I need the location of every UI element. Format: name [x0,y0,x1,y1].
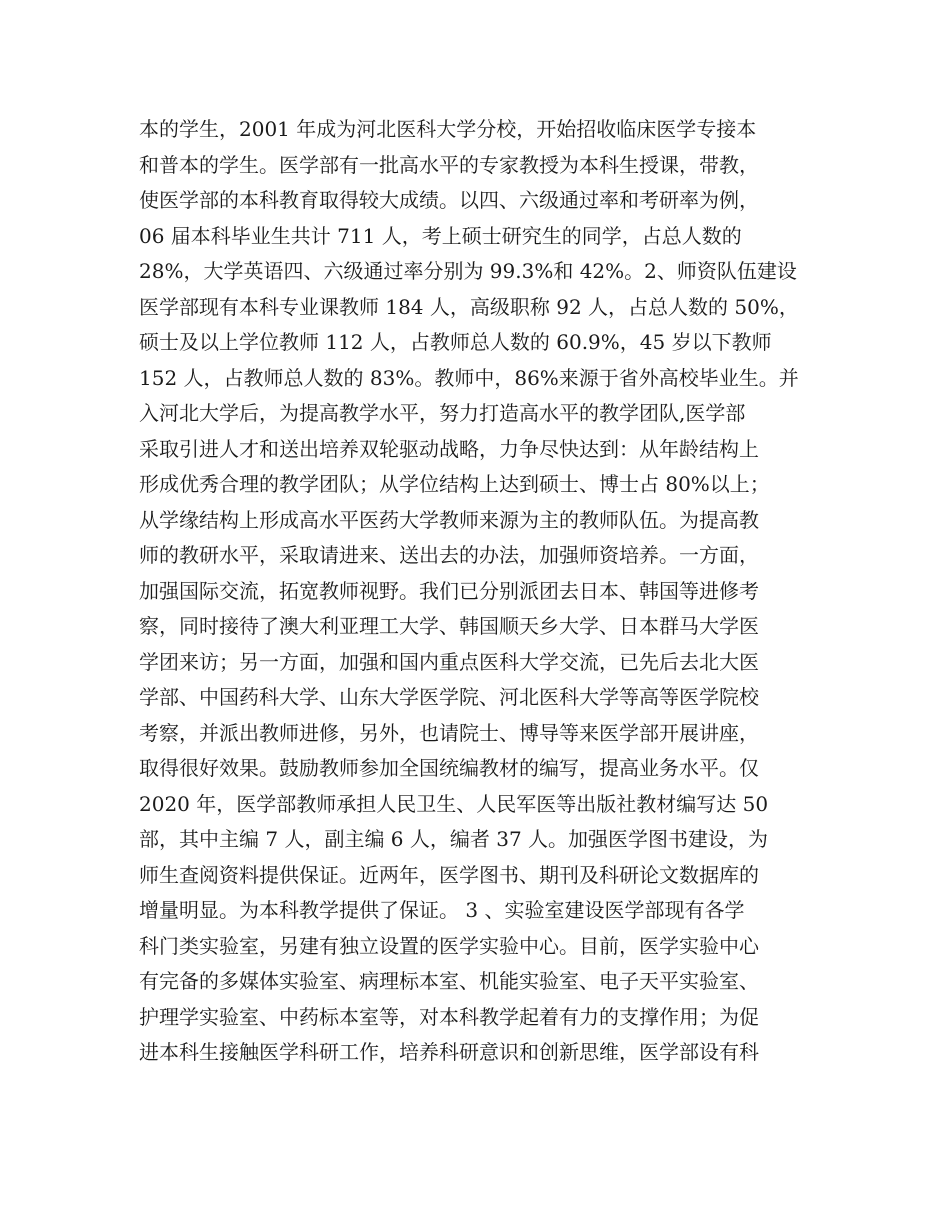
text-line: 和普本的学生。医学部有一批高水平的专家教授为本科生授课，带教， [139,152,759,177]
text-line: 进本科生接触医学科研工作，培养科研意识和创新思维，医学部设有科 [139,1040,759,1064]
text-line: 师生查阅资料提供保证。近两年，医学图书、期刊及科研论文数据库的 [139,862,759,887]
text-line: 本的学生，2001 年成为河北医科大学分校，开始招收临床医学专接本 [139,117,757,141]
text-line: 152 人，占教师总人数的 83%。教师中，86%来源于省外高校毕业生。并 [139,365,799,390]
text-line: 入河北大学后，为提高教学水平，努力打造高水平的教学团队,医学部 [139,401,746,425]
text-line: 师的教研水平，采取请进来、送出去的办法，加强师资培养。一方面， [139,543,759,567]
text-line: 考察，并派出教师进修，另外，也请院士、博导等来医学部开展讲座， [139,720,759,745]
text-line: 28%，大学英语四、六级通过率分别为 99.3%和 42%。2、师资队伍建设 [139,259,797,283]
text-line: 取得很好效果。鼓励教师参加全国统编教材的编写，提高业务水平。仅 [139,756,759,780]
text-line: 加强国际交流，拓宽教师视野。我们已分别派团去日本、韩国等进修考 [139,578,759,603]
text-line: 部，其中主编 7 人，副主编 6 人，编者 37 人。加强医学图书建设，为 [139,827,769,851]
text-line: 有完备的多媒体实验室、病理标本室、机能实验室、电子天平实验室、 [139,969,759,993]
text-line: 使医学部的本科教育取得较大成绩。以四、六级通过率和考研率为例， [139,188,759,212]
text-line: 学部、中国药科大学、山东大学医学院、河北医科大学等高等医学院校 [139,685,759,709]
text-line: 医学部现有本科专业课教师 184 人，高级职称 92 人，占总人数的 50%， [139,294,799,319]
text-line: 护理学实验室、中药标本室等，对本科教学起着有力的支撑作用；为促 [139,1004,759,1029]
text-line: 06 届本科毕业生共计 711 人，考上硕士研究生的同学，占总人数的 [139,223,742,248]
text-line: 采取引进人才和送出培养双轮驱动战略，力争尽快达到：从年龄结构上 [139,436,759,461]
text-line: 学团来访；另一方面，加强和国内重点医科大学交流，已先后去北大医 [139,649,759,674]
text-line: 增量明显。为本科教学提供了保证。 3 、实验室建设医学部现有各学 [139,898,745,922]
text-line: 科门类实验室，另建有独立设置的医学实验中心。目前，医学实验中心 [139,933,759,958]
text-line: 硕士及以上学位教师 112 人，占教师总人数的 60.9%，45 岁以下教师 [139,330,772,354]
text-line: 形成优秀合理的教学团队；从学位结构上达到硕士、博士占 80%以上； [139,472,770,496]
text-line: 从学缘结构上形成高水平医药大学教师来源为主的教师队伍。为提高教 [139,507,759,532]
text-line: 2020 年，医学部教师承担人民卫生、人民军医等出版社教材编写达 50 [139,791,769,816]
text-line: 察，同时接待了澳大利亚理工大学、韩国顺天乡大学、日本群马大学医 [139,614,759,638]
body-text [139,112,829,1071]
